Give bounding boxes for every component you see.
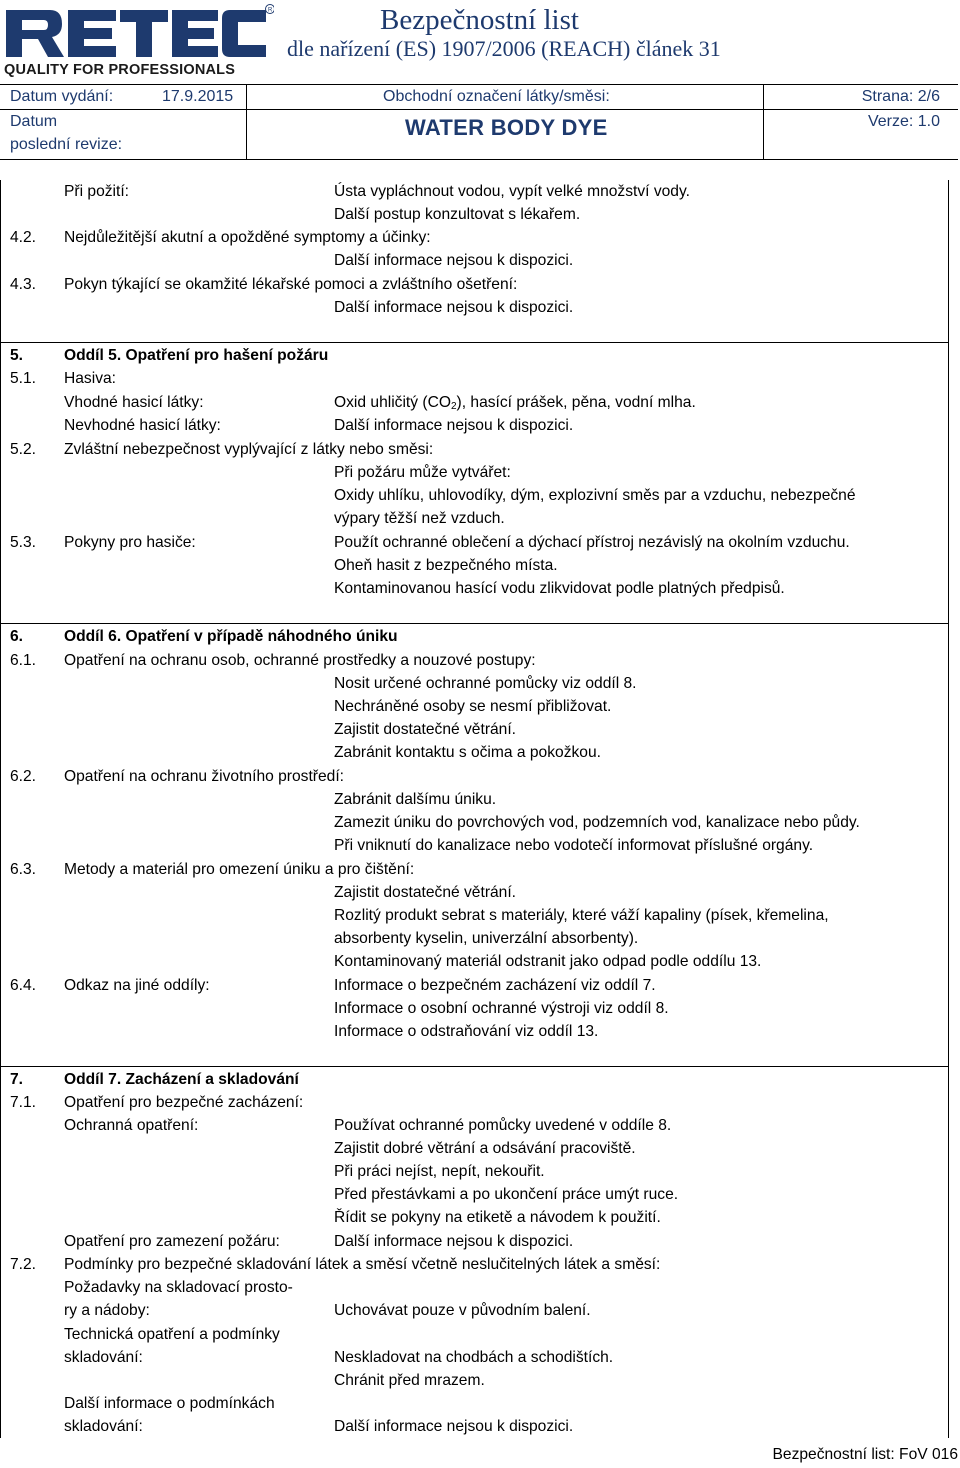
page-number: Strana: 2/6 bbox=[861, 88, 940, 105]
storage-requirements-value: Uchovávat pouze v původním balení. bbox=[334, 1302, 591, 1319]
subsection-number: 6.2. bbox=[10, 768, 37, 785]
ingestion-line-2: Další postup konzultovat s lékařem. bbox=[334, 206, 581, 223]
section-divider bbox=[1, 623, 948, 624]
subsection-number: 6.3. bbox=[10, 861, 37, 878]
subsection-value: Oxidy uhlíku, uhlovodíky, dým, explozivní směs par a vzduchu, nebezpečné bbox=[334, 487, 856, 504]
suitable-agents-value: Oxid uhličitý $(CO_2)$, hasící prášek, pěna, vodní mlha. bbox=[334, 394, 696, 412]
subsection-value: absorbenty kyselin, univerzální absorbenty). bbox=[334, 930, 639, 947]
content-frame bbox=[0, 180, 949, 1438]
subsection-value: Zamezit úniku do povrchových vod, podzemních vod, kanalizace nebo půdy. bbox=[334, 814, 860, 831]
subsection-number: 7.2. bbox=[10, 1256, 37, 1273]
subsection-number: 5.1. bbox=[10, 370, 37, 387]
subsection-value: Zajistit dostatečné větrání. bbox=[334, 721, 517, 738]
subsection-title: Hasiva: bbox=[64, 370, 116, 387]
subsection-number: 6.4. bbox=[10, 977, 37, 994]
technical-measures-value: Neskladovat na chodbách a schodištích. bbox=[334, 1349, 614, 1366]
subsection-value: Informace o bezpečném zacházení viz oddíl 7. bbox=[334, 977, 656, 994]
subsection-value: výpary těžší než vzduch. bbox=[334, 510, 505, 527]
subsection-number: 5.2. bbox=[10, 441, 37, 458]
subsection-number: 6.1. bbox=[10, 652, 37, 669]
header-table bbox=[0, 84, 958, 160]
revision-label-2: poslední revize: bbox=[10, 136, 123, 153]
other-storage-value: Další informace nejsou k dispozici. bbox=[334, 1418, 574, 1435]
regulation-reference: dle nařízení (ES) 1907/2006 (REACH) článek 31 bbox=[287, 36, 721, 61]
subsection-number: 5.3. bbox=[10, 534, 37, 551]
subsection-title: Zvláštní nebezpečnost vyplývající z látky nebo směsi: bbox=[64, 441, 434, 458]
storage-requirements-label-2: ry a nádoby: bbox=[64, 1302, 150, 1319]
other-storage-label: Další informace o podmínkách bbox=[64, 1395, 275, 1412]
section-number: 5. bbox=[10, 347, 24, 364]
section-divider bbox=[1, 1066, 948, 1067]
section-divider bbox=[1, 342, 948, 343]
subsection-title: Pokyny pro hasiče: bbox=[64, 534, 196, 551]
subsection-value: Kontaminovanou hasící vodu zlikvidovat podle platných předpisů. bbox=[334, 580, 785, 597]
subsection-value: Nechráněné osoby se nesmí přibližovat. bbox=[334, 698, 612, 715]
subsection-title: Odkaz na jiné oddíly: bbox=[64, 977, 210, 994]
subsection-title: Opatření na ochranu osob, ochranné prostředky a nouzové postupy: bbox=[64, 652, 536, 669]
subsection-number: 4.3. bbox=[10, 276, 37, 293]
subsection-value: Rozlitý produkt sebrat s materiály, které váží kapaliny (písek, křemelina, bbox=[334, 907, 829, 924]
trade-name-label: Obchodní označení látky/směsi: bbox=[383, 88, 610, 105]
section-number: 7. bbox=[10, 1071, 24, 1088]
subsection-value: Informace o osobní ochranné výstroji viz oddíl 8. bbox=[334, 1000, 669, 1017]
subsection-value: Další informace nejsou k dispozici. bbox=[334, 252, 574, 269]
logo-tagline: QUALITY FOR PROFESSIONALS bbox=[4, 62, 236, 78]
technical-measures-label-2: skladování: bbox=[64, 1349, 143, 1366]
document-title: Bezpečnostní list bbox=[380, 4, 579, 36]
subsection-title: Pokyn týkající se okamžité lékařské pomoci a zvláštního ošetření: bbox=[64, 276, 518, 293]
subsection-number: 4.2. bbox=[10, 229, 37, 246]
protective-measure: Při práci nejíst, nepít, nekouřit. bbox=[334, 1163, 545, 1180]
ingestion-line-1: Ústa vypláchnout vodou, vypít velké množství vody. bbox=[334, 183, 690, 200]
subsection-title: Podmínky pro bezpečné skladování látek a směsí včetně neslučitelných látek a směsí: bbox=[64, 1256, 661, 1273]
section-number: 6. bbox=[10, 628, 24, 645]
subsection-value: Informace o odstraňování viz oddíl 13. bbox=[334, 1023, 599, 1040]
protective-measure: Zajistit dobré větrání a odsávání pracoviště. bbox=[334, 1140, 636, 1157]
section-title: Oddíl 5. Opatření pro hašení požáru bbox=[64, 347, 329, 364]
technical-measures-value-2: Chránit před mrazem. bbox=[334, 1372, 485, 1389]
subsection-value: Oheň hasit z bezpečného místa. bbox=[334, 557, 558, 574]
protective-measure: Používat ochranné pomůcky uvedené v oddíle 8. bbox=[334, 1117, 672, 1134]
revision-label: Datum bbox=[10, 113, 58, 130]
subsection-value: Zabránit kontaktu s očima a pokožkou. bbox=[334, 744, 601, 761]
footer-doc-id: Bezpečnostní list: FoV 016 bbox=[772, 1446, 958, 1463]
subsection-number: 7.1. bbox=[10, 1094, 37, 1111]
subsection-value: Při požáru může vytvářet: bbox=[334, 464, 511, 481]
unsuitable-agents-label: Nevhodné hasicí látky: bbox=[64, 417, 221, 434]
subsection-title: Metody a materiál pro omezení úniku a pro čištění: bbox=[64, 861, 415, 878]
section-title: Oddíl 6. Opatření v případě náhodného úniku bbox=[64, 628, 398, 645]
subsection-value: Další informace nejsou k dispozici. bbox=[334, 299, 574, 316]
unsuitable-agents-value: Další informace nejsou k dispozici. bbox=[334, 417, 574, 434]
fire-prevention-label: Opatření pro zamezení požáru: bbox=[64, 1233, 280, 1250]
issue-date-label: Datum vydání: bbox=[10, 88, 114, 105]
subsection-value: Kontaminovaný materiál odstranit jako odpad podle oddílu 13. bbox=[334, 953, 762, 970]
other-storage-label-2: skladování: bbox=[64, 1418, 143, 1435]
technical-measures-label: Technická opatření a podmínky bbox=[64, 1326, 280, 1343]
section-title: Oddíl 7. Zacházení a skladování bbox=[64, 1071, 299, 1088]
subsection-value: Nosit určené ochranné pomůcky viz oddíl 8. bbox=[334, 675, 637, 692]
subsection-value: Použít ochranné oblečení a dýchací přístroj nezávislý na okolním vzduchu. bbox=[334, 534, 850, 551]
subsection-title: Opatření na ochranu životního prostředí: bbox=[64, 768, 344, 785]
subsection-title: Nejdůležitější akutní a opožděné symptomy a účinky: bbox=[64, 229, 431, 246]
storage-requirements-label: Požadavky na skladovací prosto- bbox=[64, 1279, 293, 1296]
suitable-agents-label: Vhodné hasicí látky: bbox=[64, 394, 204, 411]
svg-text:R: R bbox=[268, 7, 273, 14]
ingestion-label: Při požití: bbox=[64, 183, 129, 200]
fire-prevention-value: Další informace nejsou k dispozici. bbox=[334, 1233, 574, 1250]
subsection-value: Zabránit dalšímu úniku. bbox=[334, 791, 497, 808]
protective-measures-label: Ochranná opatření: bbox=[64, 1117, 199, 1134]
subsection-value: Při vniknutí do kanalizace nebo vodotečí informovat příslušné orgány. bbox=[334, 837, 814, 854]
protective-measure: Řídit se pokyny na etiketě a návodem k použití. bbox=[334, 1209, 661, 1226]
subsection-title: Opatření pro bezpečné zacházení: bbox=[64, 1094, 304, 1111]
subsection-value: Zajistit dostatečné větrání. bbox=[334, 884, 517, 901]
protective-measure: Před přestávkami a po ukončení práce umýt ruce. bbox=[334, 1186, 679, 1203]
version: Verze: 1.0 bbox=[867, 113, 940, 130]
issue-date: 17.9.2015 bbox=[162, 88, 234, 105]
product-name: WATER BODY DYE bbox=[405, 115, 608, 140]
